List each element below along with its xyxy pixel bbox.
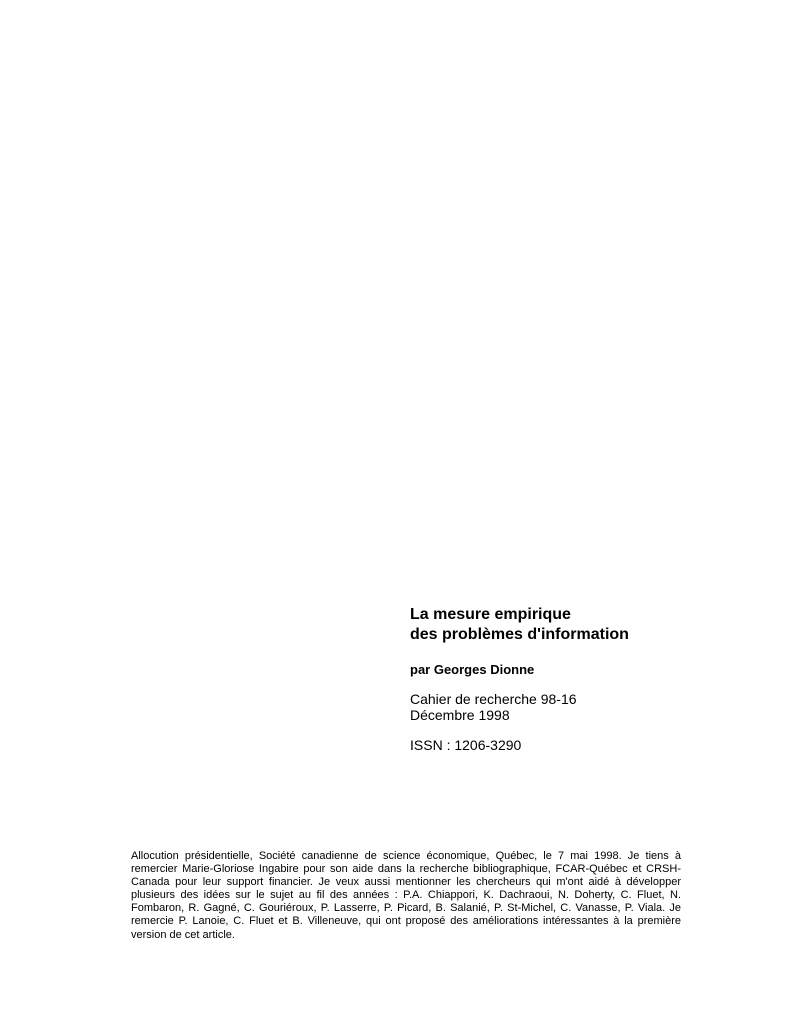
title-line-2: des problèmes d'information [410, 626, 629, 643]
author-line: par Georges Dionne [410, 662, 535, 677]
series-line: Cahier de recherche 98-16 [410, 691, 577, 707]
title-block [410, 605, 750, 753]
issn-line: ISSN : 1206-3290 [410, 737, 522, 753]
title-line-1: La mesure empirique [410, 606, 571, 623]
footnote-text: Allocution présidentielle, Société canadienne de science économique, Québec, le 7 mai 1998. Je tiens à remercier Marie-Gloriose Ingabire pour son aide dans la recherche bibliographique, FCAR-Québec et CRSH-Canada pour leur support financier. Je veux aussi mentionner les chercheurs qui m'ont aidé à développer plusieurs des idées sur le sujet au fil des années : P.A. Chiappori, K. Dachraoui, N. Doherty, C. Fluet, N. Fombaron, R. Gagné, C. Gouriéroux, P. Lasserre, P. Picard, B. Salanié, P. St-Michel, C. Vanasse, P. Viala. Je remercie P. Lanoie, C. Fluet et B. Villeneuve, qui ont proposé des améliorations intéressantes à la première version de cet article. [131, 850, 681, 941]
date-line: Décembre 1998 [410, 707, 510, 723]
